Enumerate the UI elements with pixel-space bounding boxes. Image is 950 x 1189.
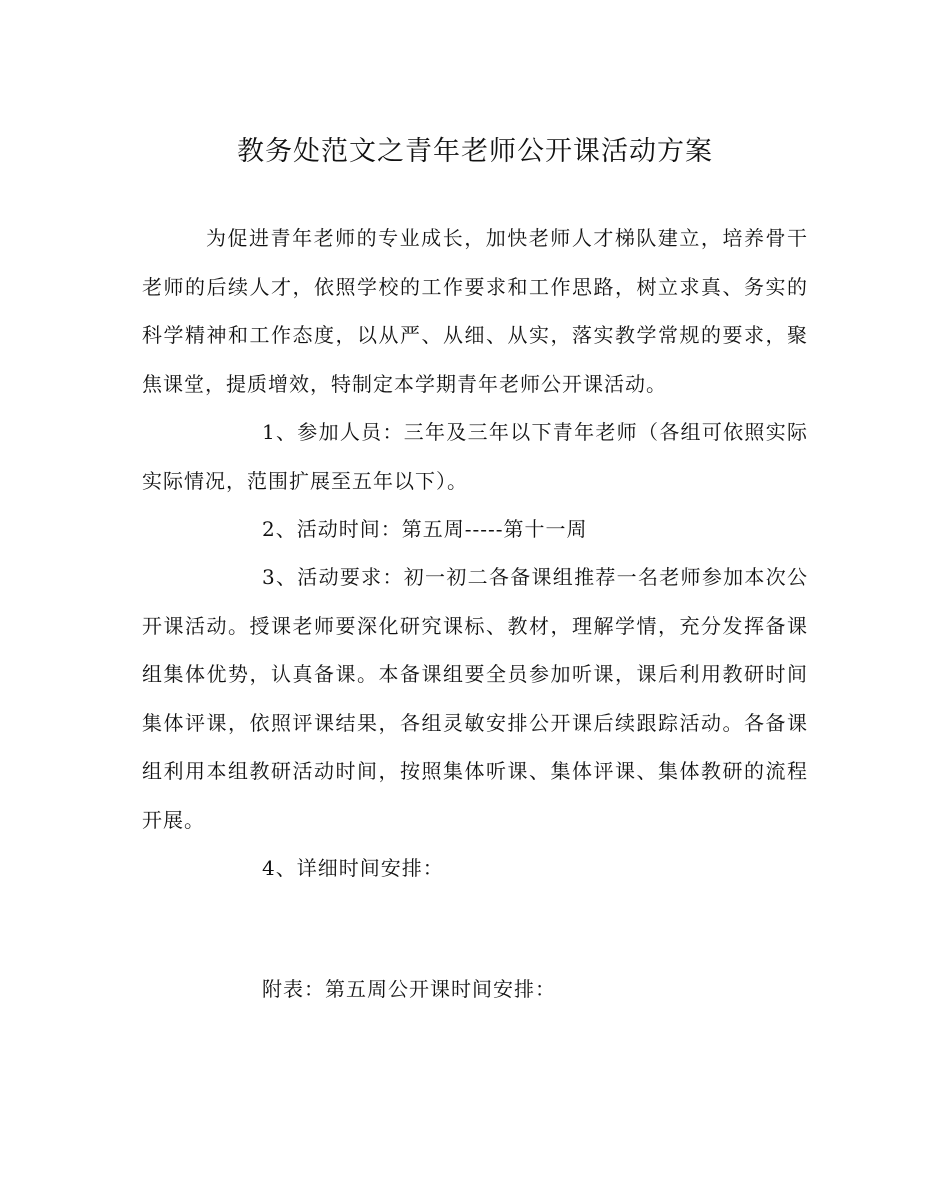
item-activity-requirements: 3、活动要求：初一初二各备课组推荐一名老师参加本次公开课活动。授课老师要深化研究课标、教材，理解学情，充分发挥备课组集体优势，认真备课。本备课组要全员参加听课，课后利用教研时间集体评课，依照评课结果，各组灵敏安排公开课后续跟踪活动。各备课组利用本组教研活动时间，按照集体听课、集体评课、集体教研的流程开展。 (142, 565, 808, 832)
item-schedule: 4、详细时间安排： (262, 856, 444, 880)
item-activity-time: 2、活动时间：第五周-----第十一周 (262, 517, 588, 541)
item-participants: 1、参加人员：三年及三年以下青年老师（各组可依照实际实际情况，范围扩展至五年以下）。 (142, 420, 808, 493)
appendix-heading: 附表：第五周公开课时间安排： (262, 977, 556, 1001)
intro-paragraph: 为促进青年老师的专业成长，加快老师人才梯队建立，培养骨干老师的后续人才，依照学校的工作要求和工作思路，树立求真、务实的科学精神和工作态度，以从严、从细、从实，落实教学常规的要求，聚焦课堂，提质增效，特制定本学期青年老师公开课活动。 (142, 226, 808, 396)
document-title: 教务处范文之青年老师公开课活动方案 (237, 136, 713, 167)
